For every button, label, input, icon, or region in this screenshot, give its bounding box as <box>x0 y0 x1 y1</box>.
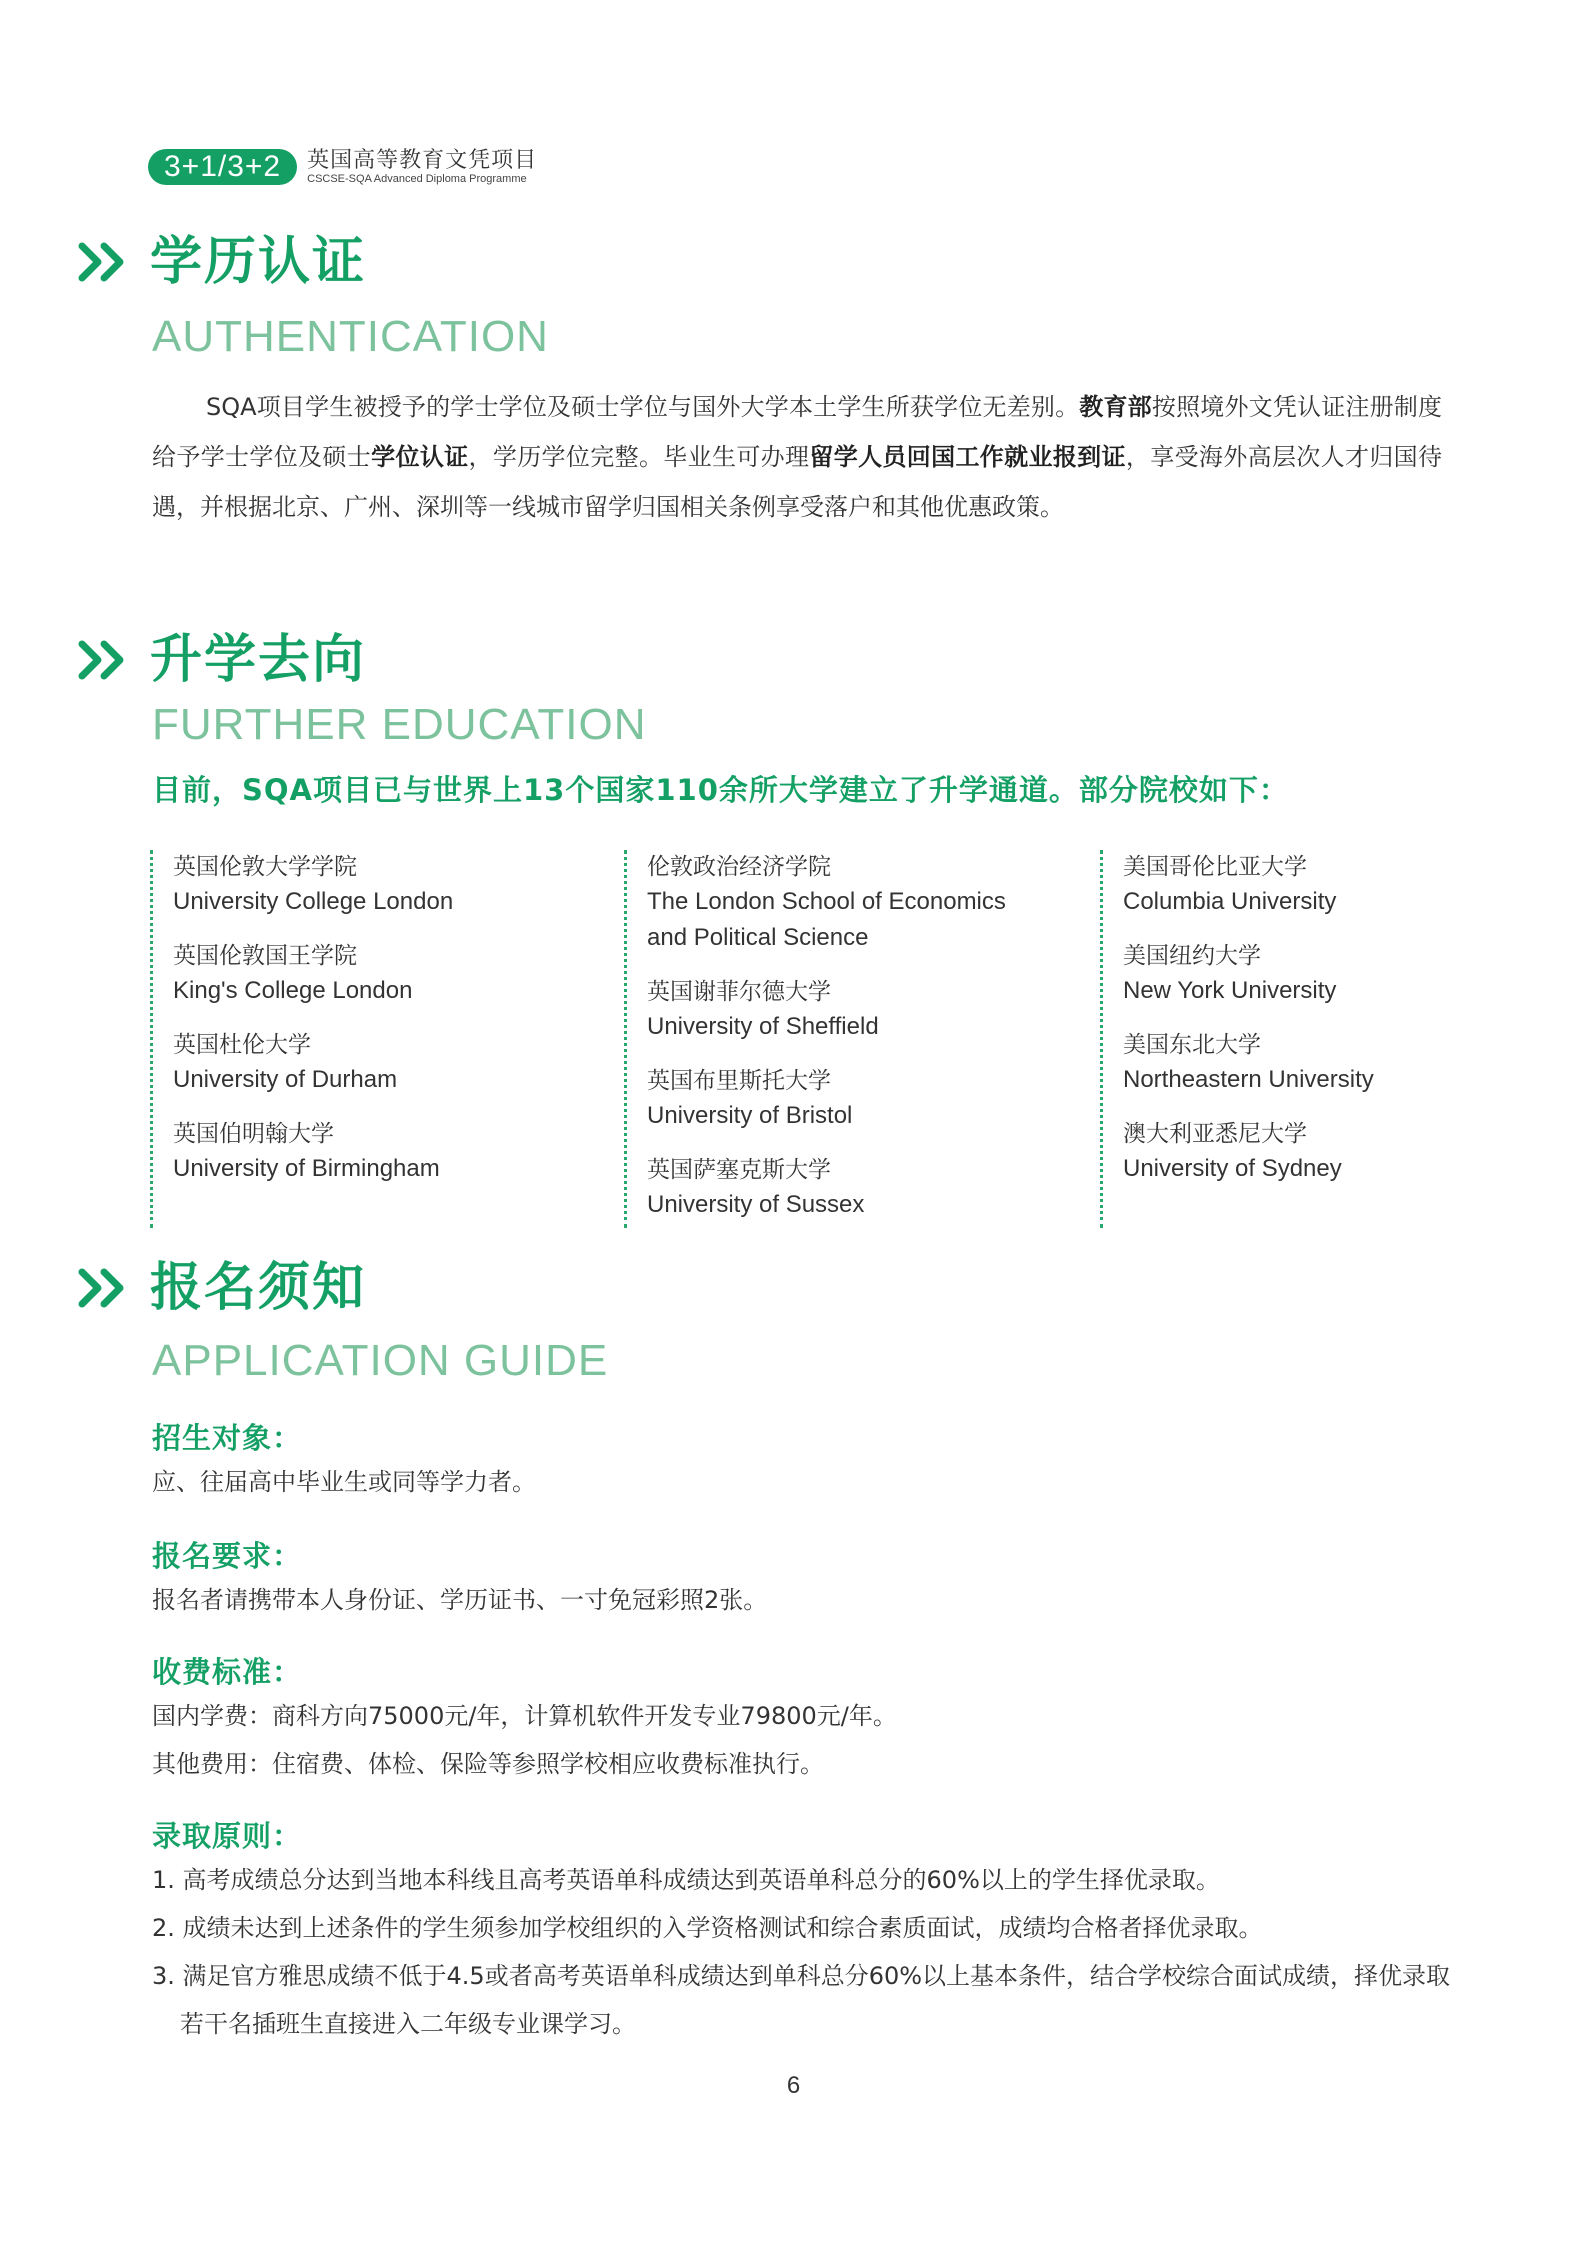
double-chevron-icon <box>78 240 128 284</box>
university-item <box>647 1064 1067 1134</box>
target-text: 应、往届高中毕业生或同等学力者。 <box>152 1468 536 1496</box>
university-item <box>173 1117 593 1187</box>
university-name-cn: 英国伯明翰大学 <box>173 1121 334 1147</box>
university-name-cn: 英国萨塞克斯大学 <box>647 1157 831 1183</box>
university-item <box>173 1028 593 1098</box>
university-name-en: University of Sheffield <box>647 1013 879 1040</box>
university-item <box>1123 1028 1483 1098</box>
requirements-text: 报名者请携带本人身份证、学历证书、一寸免冠彩照2张。 <box>152 1586 768 1614</box>
double-chevron-icon <box>78 638 128 682</box>
university-item <box>173 939 593 1009</box>
guide-title: 报名须知 <box>150 1258 367 1318</box>
auth-bold-2: 学位认证 <box>371 443 469 471</box>
university-name-cn: 澳大利亚悉尼大学 <box>1123 1121 1307 1147</box>
university-name-cn: 英国杜伦大学 <box>173 1032 311 1058</box>
university-name-en: The London School of Economics and Political Science <box>647 888 1006 951</box>
university-name-en: Columbia University <box>1123 888 1337 915</box>
fees-other: 其他费用：住宿费、体检、保险等参照学校相应收费标准执行。 <box>152 1750 824 1778</box>
auth-title-en: AUTHENTICATION <box>152 312 549 361</box>
further-lead: 目前，SQA项目已与世界上13个国家110余所大学建立了升学通道。部分院校如下： <box>152 773 1289 807</box>
target-heading: 招生对象： <box>152 1421 303 1455</box>
auth-text-4: ，享受海外高层次人才归国待遇，并根据北京、广州、深圳等一线城市留学归国相关条例享受落户和其他优惠政策。 <box>152 443 1443 521</box>
badge-pill: 3+1/3+2 <box>148 149 297 185</box>
fees-heading: 收费标准： <box>152 1655 303 1689</box>
university-name-cn: 英国伦敦大学学院 <box>173 854 357 880</box>
university-column-2 <box>624 850 1067 1228</box>
university-column-3 <box>1100 850 1483 1228</box>
auth-heading <box>78 232 366 292</box>
admission-rule: 1. 高考成绩总分达到当地本科线且高考英语单科成绩达到英语单科总分的60%以上的学生择优录取。 <box>152 1866 1220 1894</box>
university-name-cn: 伦敦政治经济学院 <box>647 854 831 880</box>
further-heading <box>78 630 366 690</box>
university-item <box>647 850 1067 956</box>
page-number: 6 <box>786 2072 801 2099</box>
university-name-cn: 英国谢菲尔德大学 <box>647 979 831 1005</box>
guide-fees <box>152 1652 1452 1788</box>
guide-title-en: APPLICATION GUIDE <box>152 1336 609 1385</box>
auth-bold-1: 教育部 <box>1079 393 1152 421</box>
auth-text-3: ，学历学位完整。毕业生可办理 <box>468 443 810 471</box>
university-name-cn: 美国哥伦比亚大学 <box>1123 854 1307 880</box>
badge-text <box>307 149 537 186</box>
fees-tuition: 国内学费：商科方向75000元/年，计算机软件开发专业79800元/年。 <box>152 1702 897 1730</box>
auth-text-1: SQA项目学生被授予的学士学位及硕士学位与国外大学本土学生所获学位无差别。 <box>206 393 1080 421</box>
guide-admission <box>152 1816 1452 2048</box>
university-item <box>173 850 593 920</box>
university-name-cn: 美国纽约大学 <box>1123 943 1261 969</box>
university-item <box>1123 1117 1483 1187</box>
admission-rule: 2. 成绩未达到上述条件的学生须参加学校组织的入学资格测试和综合素质面试，成绩均合格者择优录取。 <box>152 1914 1263 1942</box>
further-title-en: FURTHER EDUCATION <box>152 700 647 749</box>
university-name-en: King's College London <box>173 977 413 1004</box>
university-name-en: University of Birmingham <box>173 1155 440 1182</box>
requirements-heading: 报名要求： <box>152 1539 303 1573</box>
auth-paragraph <box>152 382 1442 532</box>
university-column-1 <box>150 850 593 1228</box>
university-name-en: University of Sydney <box>1123 1155 1342 1182</box>
guide-heading <box>78 1258 366 1318</box>
university-name-cn: 英国布里斯托大学 <box>647 1068 831 1094</box>
guide-target <box>152 1418 1452 1506</box>
university-name-cn: 美国东北大学 <box>1123 1032 1261 1058</box>
university-name-cn: 英国伦敦国王学院 <box>173 943 357 969</box>
admission-rule: 3. 满足官方雅思成绩不低于4.5或者高考英语单科成绩达到单科总分60%以上基本条件，结合学校综合面试成绩，择优录取若干名插班生直接进入二年级专业课学习。 <box>152 1962 1451 2038</box>
university-item <box>647 975 1067 1045</box>
programme-title: 英国高等教育文凭项目 <box>307 147 538 173</box>
university-item <box>1123 939 1483 1009</box>
university-item <box>1123 850 1483 920</box>
further-title: 升学去向 <box>150 630 367 690</box>
university-name-en: University of Sussex <box>647 1191 865 1218</box>
university-name-en: Northeastern University <box>1123 1066 1374 1093</box>
university-item <box>647 1153 1067 1223</box>
double-chevron-icon <box>78 1266 128 1310</box>
guide-requirements <box>152 1536 1452 1624</box>
admission-heading: 录取原则： <box>152 1819 303 1853</box>
university-name-en: University College London <box>173 888 454 915</box>
auth-title: 学历认证 <box>150 232 367 292</box>
university-name-en: University of Bristol <box>647 1102 853 1129</box>
auth-bold-3: 留学人员回国工作就业报到证 <box>809 443 1126 471</box>
university-name-en: New York University <box>1123 977 1337 1004</box>
auth-text-2: 按照境外文凭认证注册制度给予学士学位及硕士 <box>152 393 1443 471</box>
programme-badge <box>148 149 537 185</box>
university-name-en: University of Durham <box>173 1066 398 1093</box>
programme-subtitle: CSCSE-SQA Advanced Diploma Programme <box>307 172 527 185</box>
